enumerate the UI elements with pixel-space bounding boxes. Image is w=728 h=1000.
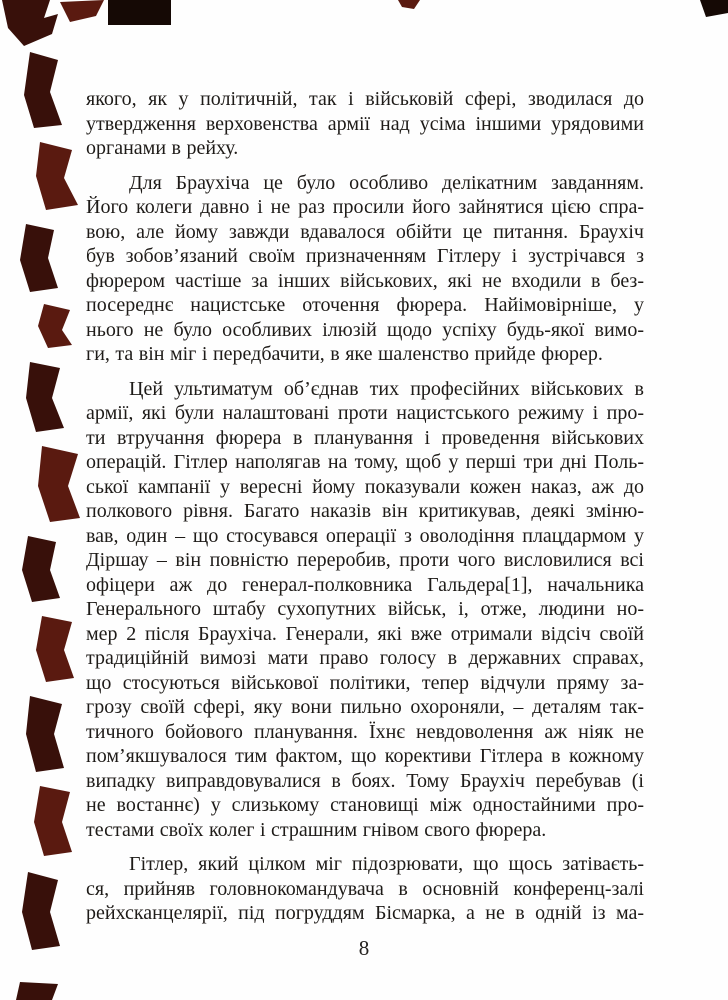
text-line: посереднє нацистське оточення фюрера. Найімовірніше, у	[86, 294, 644, 316]
text-line: тестами своїх колег і страшним гнівом свого фюрера.	[86, 818, 547, 841]
text-line: фюрером частіше за інших військових, які не входили в без-	[86, 269, 644, 292]
text-line: ги, та він міг і передбачити, в яке шаленство прийде фюрер.	[86, 343, 603, 365]
page-number: 8	[358, 936, 370, 960]
text-line: операцій. Гітлер наполягав на тому, щоб у перші три дні Поль-	[86, 451, 644, 473]
paragraph	[86, 171, 644, 367]
text-line: полкового рівня. Багато наказів він критикував, деякі зміню-	[86, 500, 644, 522]
text-line: органами в рейху.	[86, 137, 239, 159]
paragraph	[86, 87, 644, 161]
text-line: Діршау – він повністю переробив, проти чого висловилися всі	[86, 549, 644, 571]
scan-artifact-top-right-wedge	[700, 0, 728, 17]
text-line: рейхсканцелярії, під погруддям Бісмарка, а не в одній із ма-	[86, 902, 644, 924]
text-line: якого, як у політичній, так і військовій сфері, зводилася до	[86, 88, 644, 110]
scan-artifact-top-speck	[398, 0, 420, 9]
text-line: Для Браухіча це було особливо делікатним завданням.	[129, 171, 644, 194]
text-line: випадку виправдовувалися в боях. Тому Браухіч перебував (і	[86, 769, 644, 792]
paragraph	[86, 852, 644, 926]
paragraph	[86, 377, 644, 843]
text-line: що стосуються військової політики, тепер відчули пряму за-	[86, 671, 644, 694]
text-line: ти втручання фюрера в планування і проведення військових	[86, 426, 644, 449]
scan-artifact-left-band	[20, 52, 80, 950]
text-line: ся, прийняв головнокомандувача в основній конференц-залі	[86, 877, 644, 900]
text-line: пом’якшувалося тим фактом, що корективи Гітлера в кожному	[86, 745, 644, 767]
text-block	[86, 87, 644, 936]
text-line: утвердження верховенства армії над усіма іншими урядовими	[86, 112, 644, 135]
text-line: Гітлер, який цілком міг підозрювати, що щось затіваєть-	[129, 853, 644, 875]
text-line: Генерального штабу сухопутних військ, і, отже, людини но-	[86, 598, 644, 620]
text-line: традиційній вимозі мати право голосу в державних справах,	[86, 647, 644, 669]
text-line: був зобов’язаний своїм призначенням Гітлеру і зустрічався з	[86, 245, 644, 267]
text-line: офіцери аж до генерал-полковника Гальдера[1], начальника	[86, 573, 644, 596]
text-line: ської кампанії у вересні йому показували кожен наказ, аж до	[86, 475, 644, 498]
scan-artifact-bottom-left	[16, 982, 58, 1000]
text-line: армії, які були налаштовані проти нацистського режиму і про-	[86, 402, 644, 424]
text-line: тичного бойового планування. Їхнє невдоволення аж ніяк не	[86, 720, 644, 743]
scan-artifact-top-bar	[108, 0, 171, 25]
scan-artifact-top-left-cluster	[2, 0, 104, 46]
text-line: нього не було особливих ілюзій щодо успіху будь-якої вимо-	[86, 318, 644, 341]
text-line: вою, але йому завжди вдавалося обійти це питання. Браухіч	[86, 220, 644, 243]
text-line: мер 2 після Браухіча. Генерали, які вже отримали відсіч своїй	[86, 622, 644, 645]
text-line: вав, один – що стосувався операції з оволодіння плацдармом у	[86, 524, 644, 547]
text-line: не востаннє) у слизькому становищі між одностайними про-	[86, 794, 644, 816]
text-line: Цей ультиматум об’єднав тих професійних військових в	[129, 377, 644, 400]
text-line: грозу своїй сфері, яку вони пильно охороняли, – деталям так-	[86, 696, 644, 718]
text-line: Його колеги давно і не раз просили його зайнятися цією спра-	[86, 196, 644, 218]
